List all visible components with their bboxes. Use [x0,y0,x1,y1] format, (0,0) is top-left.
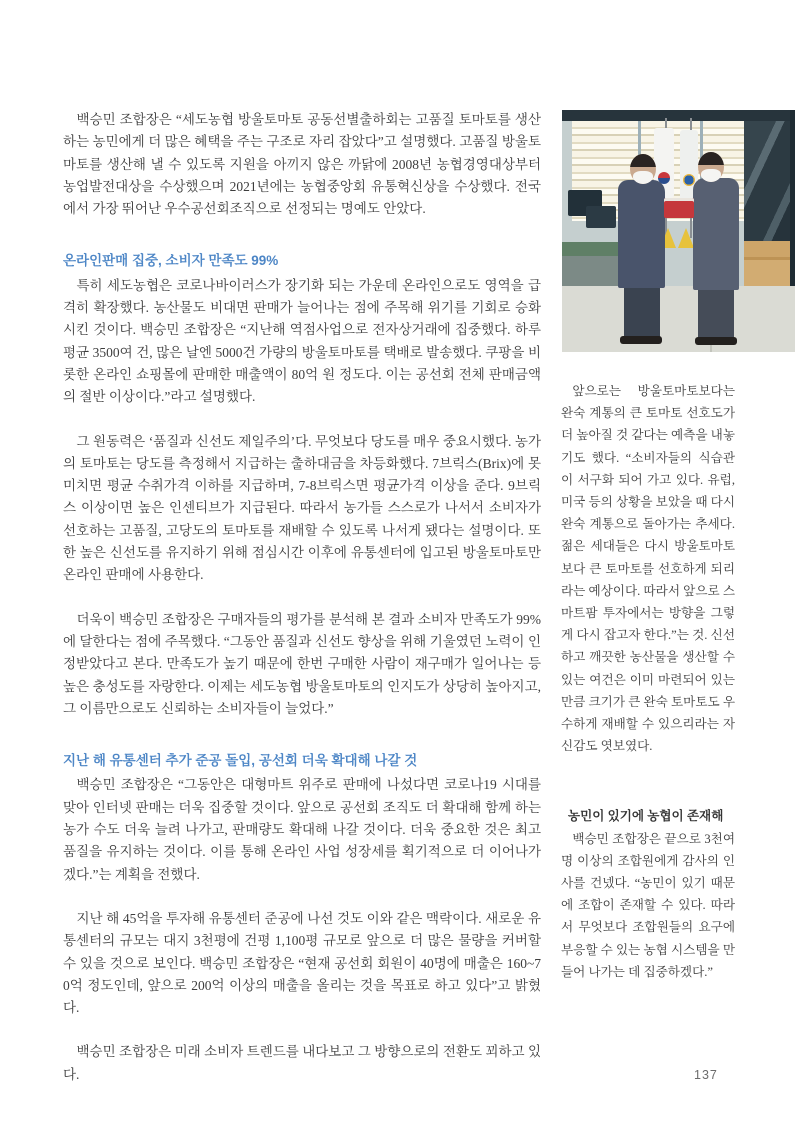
left-man-face-mask [633,171,654,185]
left-man-suit [618,180,665,288]
article-paragraph: 백승민 조합장은 “세도농협 방울토마토 공동선별출하회는 고품질 토마토를 생산하는 농민에게 더 많은 혜택을 주는 구조로 자리 잡았다”고 설명했다. 고품질 방울토마토를 생산해 낼 수 있도록 지원을 아끼지 않은 까닭에 2008년 농협경영대상부터 농업발전대상을 수상했으며 2021년에는 농협중앙회 유통혁신상을 수상했다. 전국에서 가장 뛰어난 우수공선회조직으로 선정되는 명예도 안았다. [63,112,541,217]
article-paragraph: 지난 해 45억을 투자해 유통센터 준공에 나선 것도 이와 같은 맥락이다. 새로운 유통센터의 규모는 대지 3천평에 건평 1,100평 규모로 앞으로 더 많은 물량을 커버할 수 있을 것으로 보인다. 백승민 조합장은 “현재 공선회 회원이 40명에 매출은 160~70억 정도인데, 앞으로 200억 이상의 매출을 올리는 것을 목표로 하고 있다”고 밝혔다. [63,910,541,1016]
office-floor [562,286,795,352]
red-gift-box [664,198,694,218]
article-paragraph: 백승민 조합장은 끝으로 3천여 명 이상의 조합원에게 감사의 인사를 건넸다. “농민이 있기 때문에 조합이 존재할 수 있다. 따라서 무엇보다 조합원들의 요구에 부응할 수 있는 농협 시스템을 만들어 나가는 데 집중하겠다.” [561,831,735,979]
article-paragraph: 앞으로는 방울토마토보다는 완숙 계통의 큰 토마토 선호도가 더 높아질 것 같다는 예측을 내놓기도 했다. “소비자들의 식습관이 서구화 되어 가고 있다. 유럽, 미국 등의 상황을 보았을 때 다시 완숙 계통으로 돌아가는 추세다. 젊은 세대들은 다시 방울토마토 보다 큰 토마토를 선호하게 되리라는 예상이다. 따라서 앞으로 스마트팜 투자에서는 방향을 그렇게 다시 잡고자 한다.”는 것. 신선하고 깨끗한 농산물을 생산할 수 있는 여건은 이미 마련되어 있는 만큼 크기가 큰 완숙 토마토도 우수하게 재배할 수 있으리라는 자신감도 엿보였다. [561,384,735,754]
desk-monitor [586,206,616,228]
right-man-face-mask [701,169,722,183]
subheading-farmers: 농민이 있기에 농협이 존재해 [567,809,724,824]
right-man-head [698,152,724,182]
article-paragraph: 특히 세도농협은 코로나바이러스가 장기화 되는 가운데 온라인으로도 영역을 급격히 확장했다. 농산물도 비대면 판매가 늘어나는 점에 주목해 위기를 기회로 승화시킨 것이다. 백승민 조합장은 “지난해 역점사업으로 전자상거래에 집중했다. 하루 평균 3500여 건, 많은 날엔 5000건 가량의 방울토마토를 택배로 발송했다. 쿠팡을 비롯한 온라인 쇼핑몰에 판매한 매출액이 80억 원 정도다. 이는 공선회 전체 판매금액의 절반 이상이다.”라고 설명했다. [63,277,541,405]
right-man-suit [693,178,739,290]
desk-surface [562,242,624,256]
article-paragraph: 백승민 조합장은 미래 소비자 트렌드를 내다보고 그 방향으로의 전환도 꾀하고 있다. [63,1044,541,1082]
left-man-head [630,154,656,184]
article-paragraph: 백승민 조합장은 “그동안은 대형마트 위주로 판매에 나섰다면 코로나19 시대를 맞아 인터넷 판매는 더욱 집중할 것이다. 앞으로 공선회 조직도 더 확대해 함께 하는 농가 수도 더욱 늘려 나가고, 판매량도 확대해 나갈 것이다. 더욱 중요한 것은 최고 품질을 유지하는 것이다. 이를 통해 온라인 사업 성장세를 획기적으로 더 이어나가겠다.”는 계획을 전했다. [63,777,541,882]
glass-cabinet [744,121,795,241]
right-man-trousers [698,290,734,338]
left-man-trousers [624,288,660,338]
section-heading-distribution-center: 지난 해 유통센터 추가 준공 돌입, 공선회 더욱 확대해 나갈 것 [63,753,418,769]
right-column [561,380,735,1005]
section-heading-online-sales: 온라인판매 집중, 소비자 만족도 99% [63,253,279,269]
left-man-shoes [620,336,662,344]
page-number: 137 [694,1068,718,1082]
right-man-hair [698,152,724,165]
article-paragraph: 더욱이 백승민 조합장은 구매자들의 평가를 분석해 본 결과 소비자 만족도가 99%에 달한다는 점에 주목했다. “그동안 품질과 신선도 향상을 위해 기울였던 노력이 인정받았다고 본다. 만족도가 높기 때문에 한번 구매한 사람이 재구매가 일어나는 등 높은 충성도를 자랑한다. 이제는 세도농협 방울토마토의 인지도가 상당히 높아지고, 그 이름만으로도 신뢰하는 소비자들이 늘었다.” [63,611,542,716]
left-column [63,109,541,1108]
desk-front [562,256,624,290]
right-man-shoes [695,337,737,345]
article-photo [562,110,795,352]
window-top-frame [562,110,795,121]
article-paragraph: 그 원동력은 ‘품질과 신선도 제일주의’다. 무엇보다 당도를 매우 중요시했다. 농가의 토마토는 당도를 측정해서 지급하는 출하대금을 차등화했다. 7브릭스(Brix)에 못 미치면 평균 수취가격 이하를 지급하며, 7-8브릭스면 평균가격 이상을 준다. 9브릭스 이상이면 높은 인센티브가 지급된다. 따라서 농가들 스스로가 나서서 소비자가 선호하는 고품질, 고당도의 토마토를 재배할 수 있도록 나서게 됐다는 설명이다. 또한 높은 신선도를 유지하기 위해 점심시간 이후에 유통센터에 입고된 방울토마토만 온라인 판매에 사용한다. [63,433,541,583]
left-man-hair [630,154,656,167]
flag-stand [678,228,694,248]
